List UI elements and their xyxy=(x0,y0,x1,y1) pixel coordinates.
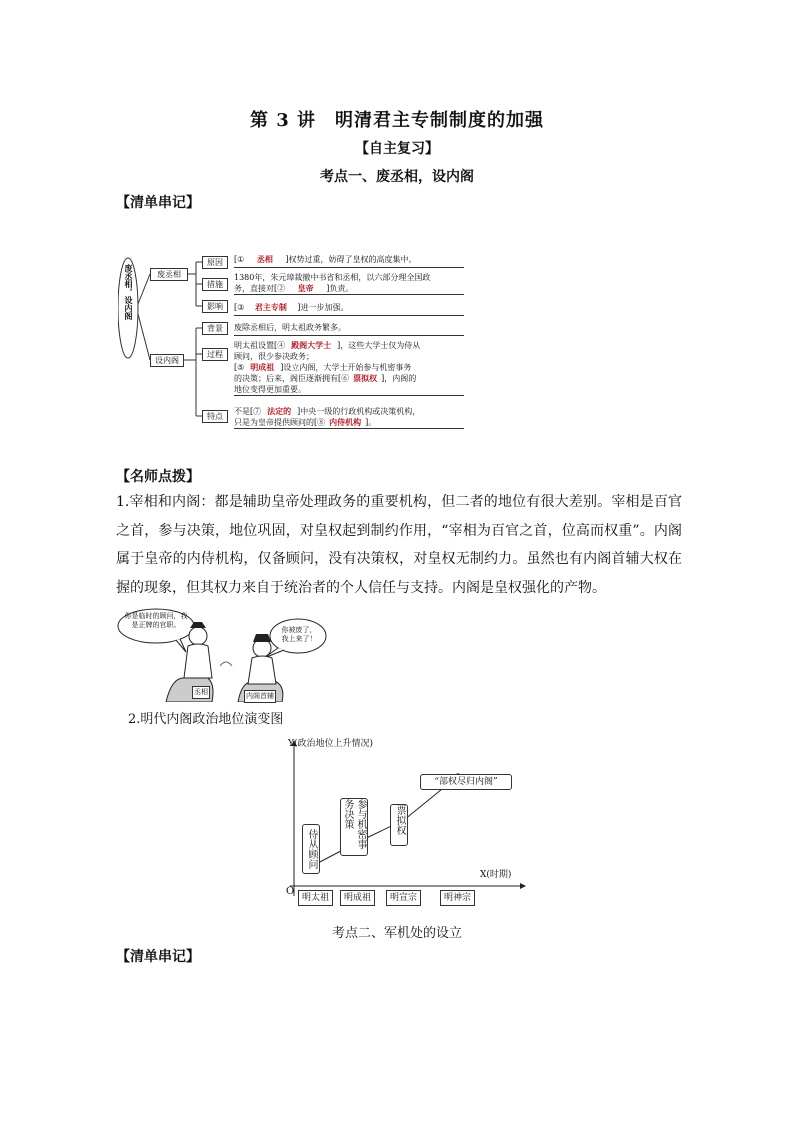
row-text: ]中央一级的行政机构或决策机构， xyxy=(297,407,421,416)
chart-label-piaoni: 票拟权 xyxy=(390,804,408,846)
label-neige-shoufu: 内阁首辅 xyxy=(244,690,276,703)
answer-8: 内侍机构 xyxy=(329,417,362,427)
answer-4: 殿阁大学士 xyxy=(291,340,332,350)
chart-category-label: 明成祖 xyxy=(340,890,375,906)
row-guocheng xyxy=(234,340,464,396)
row-text: ]权势过重，妨碍了皇权的高度集中。 xyxy=(285,255,417,264)
row-text: 务，直接对[② xyxy=(234,284,286,293)
kaodian-one-heading: 考点一、废丞相，设内阁 xyxy=(320,169,474,185)
bubble-left-text: 你是临时的顾问，我是正牌的官职。 xyxy=(124,612,188,629)
kaodian-two-heading: 考点二、军机处的设立 xyxy=(331,926,462,941)
tag-cuoshi: 措施 xyxy=(202,278,228,291)
qingdan-label: 【清单串记】 xyxy=(116,195,200,211)
row-text: ]负责。 xyxy=(326,284,354,293)
row-tedian xyxy=(234,406,464,429)
row-text: 顾问，很少参决政务； xyxy=(234,352,314,361)
branch-feichengxiang: 废丞相 xyxy=(150,268,188,281)
page-title: 第 3 讲 明清君主专制制度的加强 xyxy=(249,110,545,131)
chart-ylabel: Y(政治地位上升情况) xyxy=(288,739,373,749)
chart-xlabel: X(时期) xyxy=(480,870,512,880)
row-beijing: 废除丞相后，明太祖政务繁多。 xyxy=(234,322,464,336)
section-heading: 【自主复习】 xyxy=(355,141,439,157)
row-text: [③ xyxy=(234,303,245,312)
row-text: ]，这些大学士仅为侍从 xyxy=(337,341,421,350)
chart-category-label: 明太祖 xyxy=(298,890,333,906)
row-text: 明太祖设置[④ xyxy=(234,341,286,350)
answer-6: 票拟权 xyxy=(353,373,378,383)
answer-1: 丞相 xyxy=(256,254,273,264)
answer-5: 明成祖 xyxy=(250,362,275,372)
tag-tedian: 特点 xyxy=(202,410,228,423)
row-yuanyin xyxy=(234,254,464,268)
mind-map-root: 废丞相，设内阁 xyxy=(124,264,134,320)
chart-category-label: 明神宗 xyxy=(440,890,475,906)
chart-category-label: 明宣宗 xyxy=(386,890,421,906)
row-text: 地位变得更加重要。 xyxy=(234,385,306,394)
row-text: [① xyxy=(234,255,245,264)
row-text: 只是为皇帝提供顾问的[⑧ xyxy=(234,418,326,427)
chart-label-canyu: 参与机密事务决策 xyxy=(340,798,368,856)
x-axis-arrow xyxy=(520,883,526,889)
row-yingxiang xyxy=(234,302,464,316)
answer-2: 皇帝 xyxy=(297,283,314,293)
row-text: ]。 xyxy=(365,418,377,427)
row-text: 不是[⑦ xyxy=(234,407,262,416)
chart-label-buquan: “部权尽归内阁” xyxy=(420,774,512,790)
tag-yuanyin: 原因 xyxy=(202,256,228,269)
tag-guocheng: 过程 xyxy=(202,348,228,361)
tag-yingxiang: 影响 xyxy=(202,300,228,313)
answer-7: 法定的 xyxy=(267,406,292,416)
cartoon-illustration xyxy=(116,606,332,702)
row-text: 1380年，朱元璋裁撤中书省和丞相，以六部分理全国政 xyxy=(234,273,431,282)
qingdan-label-2: 【清单串记】 xyxy=(116,949,200,965)
chart-label-shicong: 侍从顾问 xyxy=(302,824,320,874)
mingshi-label: 【名师点拨】 xyxy=(116,469,200,485)
note-paragraph-1: 1.宰相和内阁：都是辅助皇帝处理政务的重要机构，但二者的地位有很大差别。宰相是百官之首，参与决策，地位巩固，对皇权起到制约作用，“宰相为百官之首，位高而权重”。内阁属于皇帝的内侍机构，仅备顾问，没有决策权，对皇权无制约力。虽然也有内阁首辅大权在握的现象，但其权力来自于统治者的个人信任与支持。内阁是皇权强化的产物。 xyxy=(116,494,682,596)
note-2: 2.明代内阁政治地位演变图 xyxy=(128,712,284,727)
row-text: ]，内阁的 xyxy=(381,374,417,383)
bubble-right-text: 你被废了，我上来了！ xyxy=(281,626,317,643)
row-text: [⑤ xyxy=(234,363,245,372)
row-cuoshi xyxy=(234,272,464,295)
branch-sheneige: 设内阁 xyxy=(150,354,184,367)
answer-3: 君主专制 xyxy=(254,302,287,312)
chart-container xyxy=(270,736,530,908)
tag-beijing: 背景 xyxy=(202,322,228,335)
row-text: ]进一步加强。 xyxy=(297,303,349,312)
label-chengxiang: 丞相 xyxy=(192,686,210,699)
row-text: 的决策；后来，阁臣逐渐拥有[⑥ xyxy=(234,374,350,383)
mind-map xyxy=(118,248,468,436)
row-text: ]设立内阁，大学士开始参与机密事务 xyxy=(280,363,412,372)
chart-origin: O xyxy=(286,886,295,897)
